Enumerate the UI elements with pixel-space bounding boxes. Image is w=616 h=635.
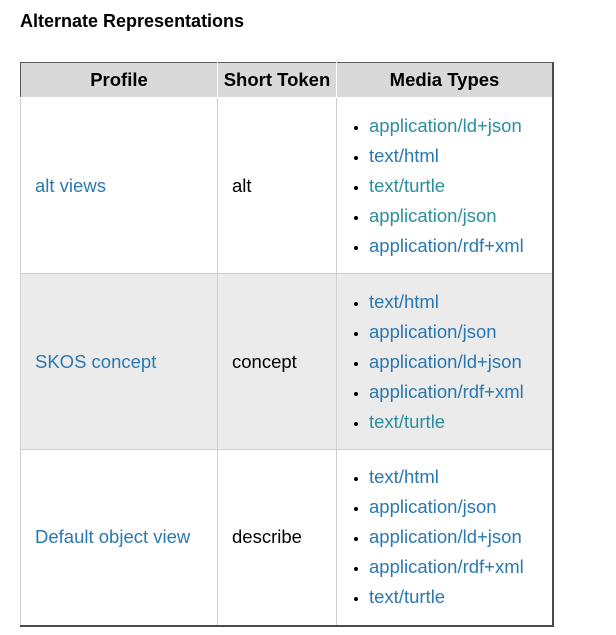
media-type-link[interactable]: text/turtle [369,586,446,608]
media-type-list [347,111,552,261]
media-type-link[interactable]: application/ld+json [369,350,522,372]
media-type-link[interactable]: application/ld+json [369,114,522,136]
media-type-item [369,141,552,171]
table-row [21,450,554,626]
media-type-item [369,317,552,347]
media-type-link[interactable]: application/rdf+xml [369,234,524,256]
media-type-item [369,522,552,552]
media-type-item [369,552,552,582]
header-short-token: Short Token [218,63,337,98]
media-type-link[interactable]: text/html [369,290,439,312]
alternate-representations-table [20,62,554,627]
token-cell: concept [218,274,337,450]
media-types-cell [337,98,554,274]
media-type-link[interactable]: text/turtle [369,410,446,432]
profile-cell [21,450,218,626]
media-type-item [369,377,552,407]
media-type-link[interactable]: text/html [369,144,439,166]
profile-cell [21,274,218,450]
media-type-item [369,201,552,231]
media-type-item [369,492,552,522]
media-type-item [369,407,552,437]
token-cell: describe [218,450,337,626]
media-type-item [369,462,552,492]
media-type-link[interactable]: text/turtle [369,174,446,196]
media-type-item [369,347,552,377]
media-types-cell [337,450,554,626]
media-types-cell [337,274,554,450]
profile-link-alt-views[interactable]: alt views [35,174,106,196]
header-media-types: Media Types [337,63,554,98]
media-type-link[interactable]: application/ld+json [369,526,522,548]
media-type-list [347,462,552,612]
profile-link-default-object-view[interactable]: Default object view [35,526,191,548]
media-type-item [369,171,552,201]
profile-cell [21,98,218,274]
section-title: Alternate Representations [20,11,245,31]
media-type-item [369,582,552,612]
media-type-link[interactable]: application/json [369,204,497,226]
media-type-link[interactable]: application/rdf+xml [369,556,524,578]
table-header-row [21,63,554,98]
media-type-item [369,111,552,141]
media-type-item [369,287,552,317]
table-row [21,98,554,274]
media-type-link[interactable]: application/json [369,496,497,518]
header-profile: Profile [21,63,218,98]
media-type-link[interactable]: application/rdf+xml [369,380,524,402]
table-row [21,274,554,450]
profile-link-skos-concept[interactable]: SKOS concept [35,350,157,372]
token-cell: alt [218,98,337,274]
media-type-list [347,287,552,437]
media-type-link[interactable]: application/json [369,320,497,342]
media-type-item [369,231,552,261]
media-type-link[interactable]: text/html [369,466,439,488]
